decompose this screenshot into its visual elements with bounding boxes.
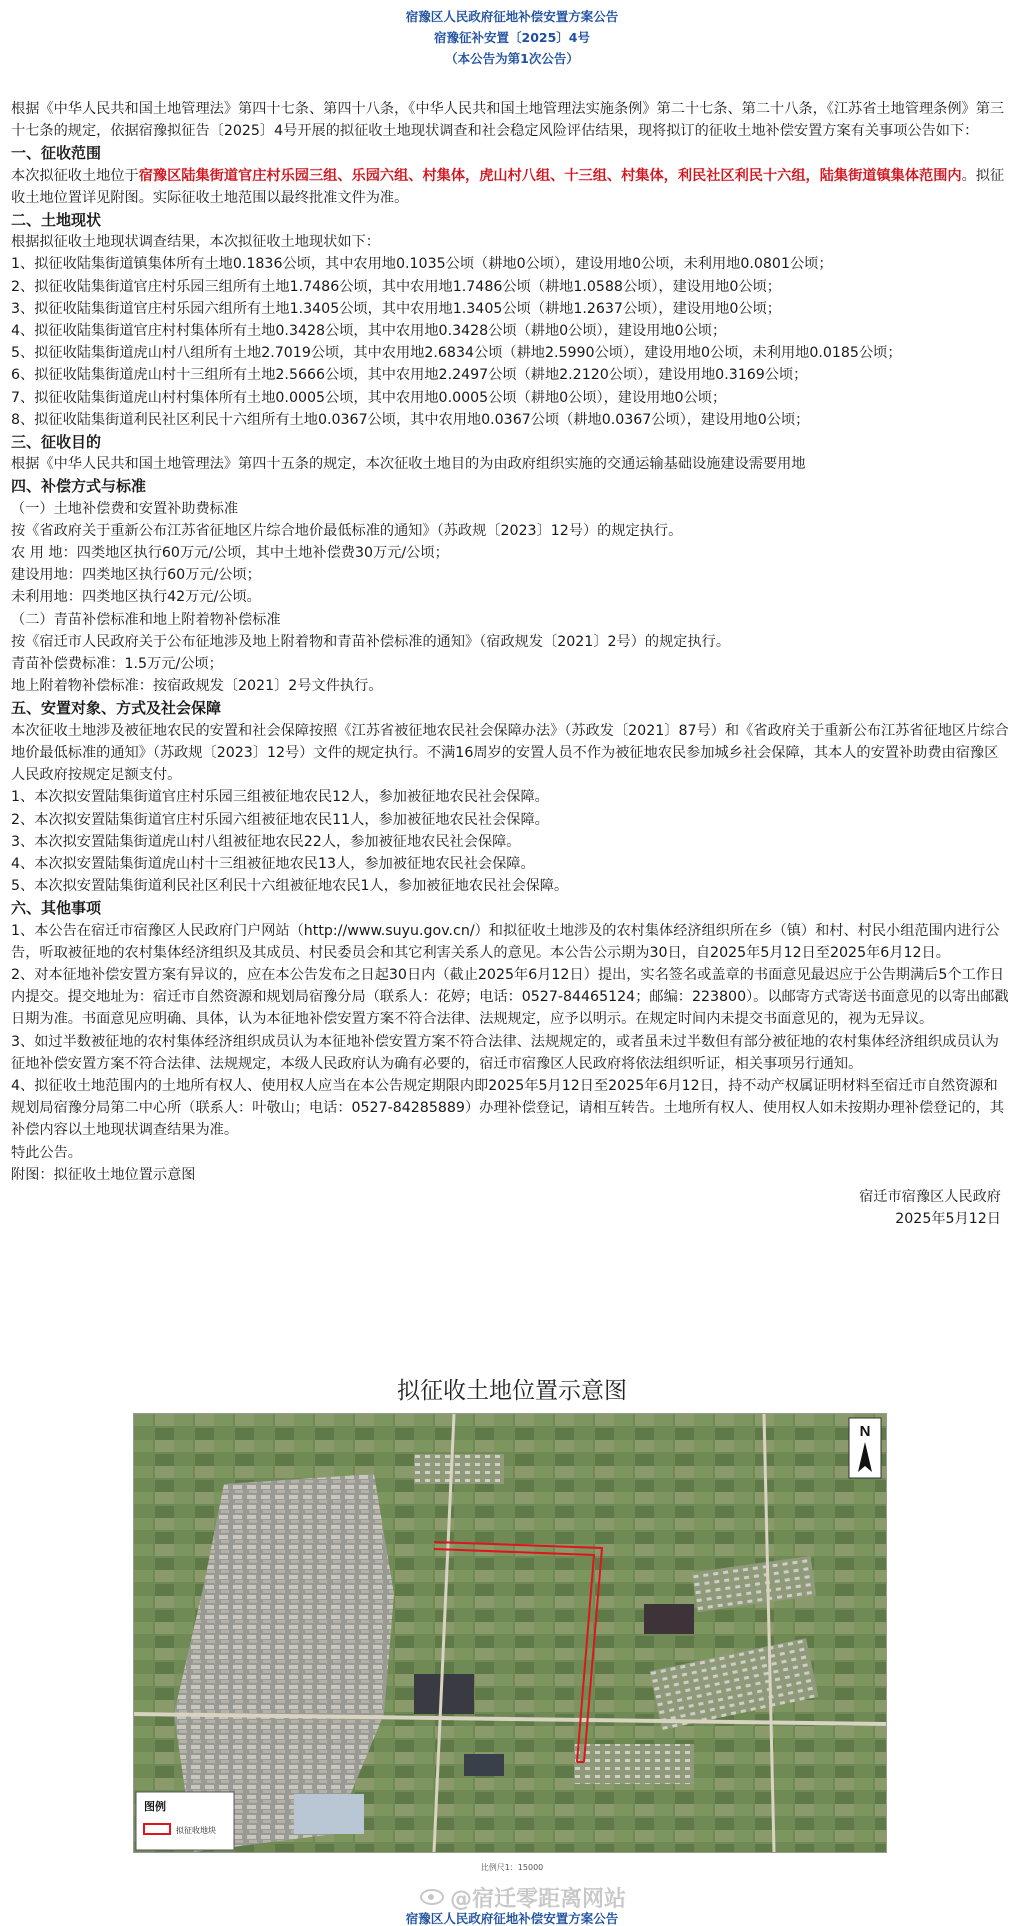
closing-line: 特此公告。 xyxy=(11,1144,82,1161)
section-heading-compensation: 四、补偿方式与标准 xyxy=(11,477,147,496)
section-heading-other: 六、其他事项 xyxy=(11,899,102,918)
section-heading-resettlement: 五、安置对象、方式及社会保障 xyxy=(11,699,222,718)
subsection-land-compensation: （一）土地补偿费和安置补助费标准 xyxy=(11,500,239,517)
subsection-crop-compensation: （二）青苗补偿标准和地上附着物补偿标准 xyxy=(11,611,281,628)
section-heading-scope: 一、征收范围 xyxy=(11,144,102,163)
location-map xyxy=(133,1413,887,1853)
purpose-paragraph: 根据《中华人民共和国土地管理法》第四十五条的规定，本次征收土地目的为由政府组织实施的交通运输基础设施建设需要用地 xyxy=(11,456,806,473)
resettlement-item: 2、本次拟安置陆集街道官庄村乐园六组被征地农民11人，参加被征地农民社会保障。 xyxy=(11,811,549,828)
weibo-watermark-icon xyxy=(420,1885,446,1905)
section-heading-status: 二、土地现状 xyxy=(11,211,102,230)
rate-line: 未利用地：四类地区执行42万元/公顷。 xyxy=(11,589,261,606)
resettlement-item: 3、本次拟安置陆集街道虎山村八组被征地农民22人，参加被征地农民社会保障。 xyxy=(11,833,521,850)
map-title: 拟征收土地位置示意图 xyxy=(397,1378,627,1404)
status-item: 5、拟征收陆集街道虎山村八组所有土地2.7019公顷，其中农用地2.6834公顷（耕地2.5990公顷），建设用地0公顷，未利用地0.0185公顷； xyxy=(11,345,902,362)
resettlement-item: 1、本次拟安置陆集街道官庄村乐园三组被征地农民12人，参加被征地农民社会保障。 xyxy=(11,789,549,806)
legend-title: 图例 xyxy=(144,1800,166,1813)
announcement-title: 宿豫区人民政府征地补偿安置方案公告 xyxy=(405,9,619,24)
rate-line: 地上附着物补偿标准：按宿政规发〔2021〕2号文件执行。 xyxy=(11,678,383,695)
map-legend xyxy=(136,1792,234,1850)
status-item: 2、拟征收陆集街道官庄村乐园三组所有土地1.7486公顷，其中农用地1.7486公顷（耕地1.0588公顷），建设用地0公顷； xyxy=(11,278,781,295)
rate-line: 青苗补偿费标准：1.5万元/公顷； xyxy=(11,656,223,673)
section-heading-purpose: 三、征收目的 xyxy=(11,433,102,452)
announcement-note: （本公告为第1次公告） xyxy=(445,51,579,66)
document-number: 宿豫征补安置〔2025〕4号 xyxy=(434,30,590,45)
north-label: N xyxy=(859,1423,871,1440)
signature-org: 宿迁市宿豫区人民政府 xyxy=(859,1188,1001,1205)
legend-item: 拟征收地块 xyxy=(176,1826,216,1835)
map-scale: 比例尺1：15000 xyxy=(480,1863,544,1872)
north-arrow-icon xyxy=(849,1418,881,1478)
status-item: 6、拟征收陆集街道虎山村十三组所有土地2.5666公顷，其中农用地2.2497公顷（耕地2.2120公顷），建设用地0.3169公顷； xyxy=(11,367,808,384)
crop-compensation-basis: 按《宿迁市人民政府关于公布征地涉及地上附着物和青苗补偿标准的通知》（宿政规发〔2021〕2号）的规定执行。 xyxy=(11,633,731,650)
intro-paragraph: 根据《中华人民共和国土地管理法》第四十七条、第四十八条，《中华人民共和国土地管理法实施条例》第二十七条、第二十八条，《江苏省土地管理条例》第三十七条的规定，依据宿豫拟征告〔2025〕4号开展的拟征收土地现状调查和社会稳定风险评估结果，现将拟订的征收土地补偿安置方案有关事项公告如下： xyxy=(11,101,1005,140)
status-item: 3、拟征收陆集街道官庄村乐园六组所有土地1.3405公顷，其中农用地1.3405公顷（耕地1.2637公顷），建设用地0公顷； xyxy=(11,300,781,317)
source-watermark: @宿迁零距离网站 xyxy=(450,1887,627,1912)
scope-text-pre: 本次拟征收土地位于 xyxy=(11,167,139,184)
signature-date: 2025年5月12日 xyxy=(895,1211,1001,1228)
rate-line: 农 用 地：四类地区执行60万元/公顷，其中土地补偿费30万元/公顷； xyxy=(11,545,449,562)
scope-paragraph xyxy=(11,165,1011,209)
rate-line: 建设用地：四类地区执行60万元/公顷； xyxy=(11,567,261,584)
resettlement-paragraph: 本次征收土地涉及被征地农民的安置和社会保障按照《江苏省被征地农民社会保障办法》（苏政发〔2021〕87号）和《省政府关于重新公布江苏省征地区片综合地价最低标准的通知》（苏政规〔2023〕12号）文件的规定执行。不满16周岁的安置人员不作为被征地农民参加城乡社会保障，其本人的安置补助费由宿豫区人民政府按规定足额支付。 xyxy=(11,722,1009,784)
status-item: 1、拟征收陆集街道镇集体所有土地0.1836公顷，其中农用地0.1035公顷（耕地0公顷），建设用地0公顷，未利用地0.0801公顷； xyxy=(11,256,833,273)
status-item: 8、拟征收陆集街道利民社区利民十六组所有土地0.0367公顷，其中农用地0.0367公顷（耕地0.0367公顷），建设用地0公顷； xyxy=(11,411,810,428)
status-item: 4、拟征收陆集街道官庄村村集体所有土地0.3428公顷，其中农用地0.3428公顷（耕地0公顷），建设用地0公顷； xyxy=(11,323,727,340)
status-item: 7、拟征收陆集街道虎山村村集体所有土地0.0005公顷，其中农用地0.0005公顷（耕地0公顷），建设用地0公顷； xyxy=(11,389,727,406)
other-item: 1、本公告在宿迁市宿豫区人民政府门户网站（http://www.suyu.gov.cn/）和拟征收土地涉及的农村集体经济组织所在乡（镇）和村、村民小组范围内进行公告，听取被征地的农村集体经济组织及其成员、村民委员会和其它利害关系人的意见。本公告公示期为30日，自2025年5月12日至2025年6月12日。 xyxy=(11,922,1000,961)
satellite-map-image xyxy=(134,1414,886,1852)
announcement-body xyxy=(11,98,1011,1230)
scope-text-post: 。拟征收土地位置详见附图。实际征收土地范围以最终批准文件为准。 xyxy=(11,167,1005,206)
resettlement-item: 4、本次拟安置陆集街道虎山村十三组被征地农民13人，参加被征地农民社会保障。 xyxy=(11,855,535,872)
announcement-header xyxy=(0,0,1024,69)
scope-highlight: 宿豫区陆集街道官庄村乐园三组、乐园六组、村集体，虎山村八组、十三组、村集体，利民社区利民十六组，陆集街道镇集体范围内 xyxy=(138,167,962,184)
other-item: 4、拟征收土地范围内的土地所有权人、使用权人应当在本公告规定期限内即2025年5月12日至2025年6月12日，持不动产权属证明材料至宿迁市自然资源和规划局宿豫分局第二中心所（联系人：叶敬山；电话：0527-84285889）办理补偿登记，请相互转告。土地所有权人、使用权人如未按期办理补偿登记的，其补偿内容以土地现状调查结果为准。 xyxy=(11,1077,1005,1139)
status-lead: 根据拟征收土地现状调查结果，本次拟征收土地现状如下： xyxy=(11,234,380,251)
land-compensation-basis: 按《省政府关于重新公布江苏省征地区片综合地价最低标准的通知》（苏政规〔2023〕12号）的规定执行。 xyxy=(11,522,683,539)
resettlement-item: 5、本次拟安置陆集街道利民社区利民十六组被征地农民1人，参加被征地农民社会保障。 xyxy=(11,878,569,895)
other-item: 2、对本征地补偿安置方案有异议的，应在本公告发布之日起30日内（截止2025年6月12日）提出，实名签名或盖章的书面意见最迟应于公告期满后5个工作日内提交。提交地址为：宿迁市自然资源和规划局宿豫分局（联系人：花婷；电话：0527-84465124；邮编：223800）。以邮寄方式寄送书面意见的以寄出邮戳日期为准。书面意见应明确、具体，认为本征地补偿安置方案不符合法律、法规规定，应予以明示。在规定时间内未提交书面意见的，视为无异议。 xyxy=(11,966,1009,1028)
next-announcement-title: 宿豫区人民政府征地补偿安置方案公告 xyxy=(405,1911,619,1926)
other-item: 3、如过半数被征地的农村集体经济组织成员认为本征地补偿安置方案不符合法律、法规规定的，或者虽未过半数但有部分被征地的农村集体经济组织成员认为征地补偿安置方案不符合法律、法规规定，本级人民政府认为确有必要的，宿迁市宿豫区人民政府将依法组织听证，相关事项另行通知。 xyxy=(11,1033,999,1072)
attachment-line: 附图：拟征收土地位置示意图 xyxy=(11,1166,196,1183)
